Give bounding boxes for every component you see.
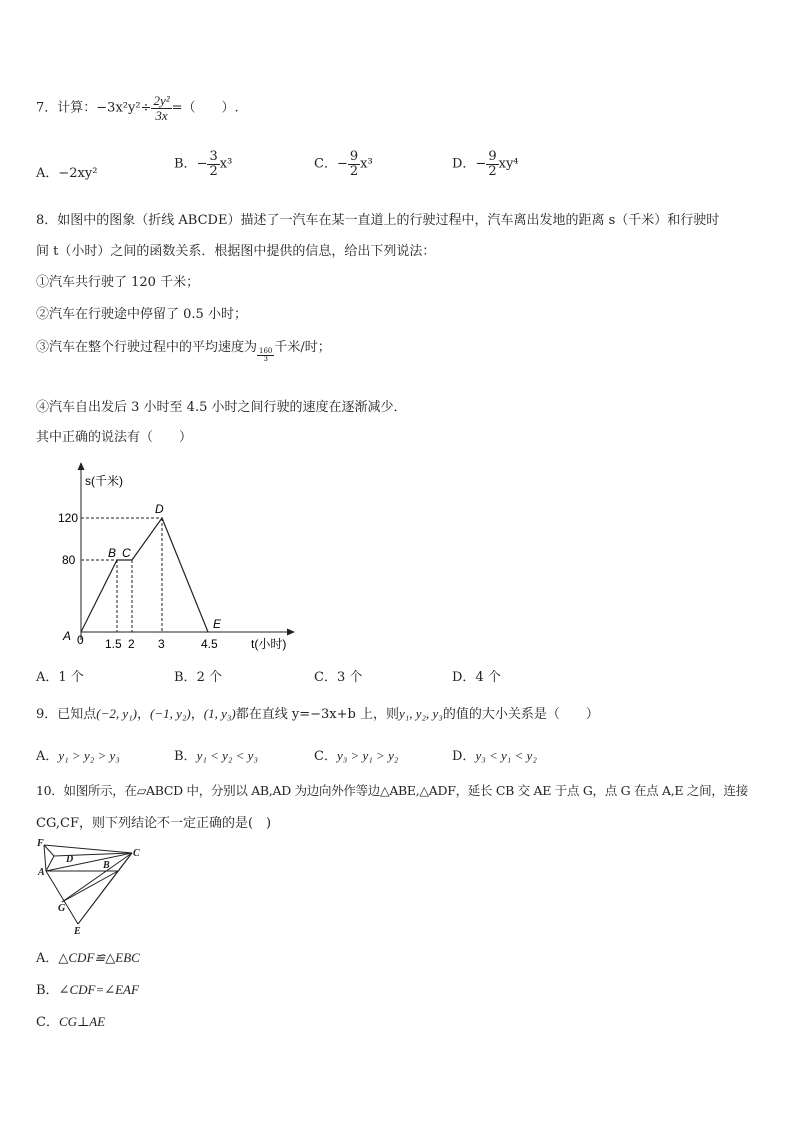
q7-stem [36,94,239,122]
option-text: y₁ > y₂ > y₃ [58,748,120,763]
statement-text: 千米/时； [274,340,331,355]
q7-label: 7．计算： [36,100,97,116]
x-axis-arrow [287,629,295,636]
option-text: 1 个 [58,670,84,685]
point-b: B [108,546,117,560]
option-label: A． [36,951,59,966]
q8-graph [55,460,305,655]
option-text: x³ [219,156,233,172]
option-label: C． [314,156,337,172]
option-label: B． [174,749,197,764]
option-text: −2xy² [58,166,98,181]
point-e: E [213,617,222,631]
q7-fraction [151,94,171,122]
q10-line2: CG,CF，则下列结论不一定正确的是( ) [36,816,272,831]
option-fraction: $\frac{9}{2}$ [349,149,359,179]
q8-option-b[interactable] [174,666,222,685]
option-fraction: $\frac{3}{2}$ [209,149,218,179]
q8-statement-3 [36,336,331,363]
option-label: D． [452,156,476,172]
option-label: A． [36,670,59,685]
option-text: 4 个 [475,670,501,685]
x-axis-label: t(小时) [251,637,287,651]
q8-line2: 间 t（小时）之间的函数关系．根据图中提供的信息，给出下列说法： [36,244,436,259]
option-label: B． [36,983,59,998]
option-label: B． [174,156,197,172]
option-label: B． [174,670,197,685]
fig-label-b: B [103,860,110,871]
point-d: D [155,502,164,516]
q8-ask: 其中正确的说法有（ ） [36,430,193,445]
x-tick-1-5: 1.5 [105,637,122,651]
y-axis-arrow [78,462,85,470]
fig-label-f: F [37,838,44,849]
q7-expr-right: =（ ）. [171,100,239,116]
option-label: A． [36,166,59,181]
fig-label-d: D [66,854,74,865]
y-tick-80: 80 [62,553,76,567]
q10-option-b[interactable] [36,979,139,998]
q10-line1: 10．如图所示，在▱ABCD 中，分别以 AB,AD 为边向外作等边△ABE,△ADF，延长 CB 交 AE 于点 G，点 G 在点 A,E 之间，连接 [36,783,748,798]
option-fraction: $\frac{9}{2}$ [488,149,497,179]
option-text: 3 个 [336,670,363,685]
q10-option-c[interactable] [36,1011,105,1030]
q7-option-d[interactable] [452,150,519,178]
option-label: A． [36,749,59,764]
q7-expr-left: −3x²y²÷ [96,100,152,116]
y-axis-label: s(千米) [85,474,123,488]
variables: y₁, y₂, y₃ [398,706,443,721]
q10-option-a[interactable] [36,947,140,966]
option-text: x³ [360,156,373,172]
option-text: y₃ < y₁ < y₂ [475,748,537,763]
option-label: C． [36,1015,59,1030]
q8-line1: 8．如图中的图象（折线 ABCDE）描述了一汽车在某一直道上的行驶过程中，汽车离出发地的距离 s（千米）和行驶时 [36,213,720,228]
option-sign: − [336,156,348,172]
fig-label-a: A [38,867,45,878]
option-sign: − [475,156,487,172]
q7-frac-num: 2y² [153,93,170,108]
option-text: △CDF≌△EBC [58,950,140,965]
q9-option-d[interactable] [452,745,537,764]
statement-text: ③汽车在整个行驶过程中的平均速度为 [36,340,258,355]
stem-text: 9．已知点 [36,707,97,722]
point-2: (−1, y₂) [150,706,191,721]
x-tick-2: 2 [128,637,135,651]
x-tick-3: 3 [158,637,165,651]
q8-statement-2: ②汽车在行驶途中停留了 0.5 小时； [36,307,247,322]
option-label: D． [452,749,476,764]
option-sign: − [196,156,208,172]
q7-frac-den: 3x [155,107,168,123]
stem-text: 都在直线 y=−3x+b 上，则 [235,707,399,722]
point-3: (1, y₃) [203,706,236,721]
q9-option-b[interactable] [174,745,258,764]
option-text: 2 个 [196,670,222,685]
fig-label-c: C [133,848,140,859]
q7-option-c[interactable] [314,150,373,178]
point-c: C [122,546,131,560]
origin-label: 0 [77,633,84,647]
option-text: xy⁴ [498,156,519,172]
q9-option-c[interactable] [314,745,398,764]
q8-option-c[interactable] [314,666,362,685]
option-text: ∠CDF=∠EAF [58,982,139,997]
q8-speed-fraction: $\frac{160}{3}$ [259,346,273,363]
q7-option-a[interactable] [36,162,97,181]
q8-statement-1: ①汽车共行驶了 120 千米； [36,275,200,290]
q10-figure [34,836,146,936]
option-text: y₁ < y₂ < y₃ [196,748,258,763]
q8-option-a[interactable] [36,666,84,685]
graph-polyline [81,518,208,632]
point-1: (−2, y₁) [96,706,138,721]
point-a: A [63,629,72,643]
q9-option-a[interactable] [36,745,120,764]
q7-option-b[interactable] [174,150,232,178]
stem-text: 的值的大小关系是（ ） [442,707,599,722]
q9-stem: 9．已知点(−2, y₁)，(−1, y₂)，(1, y₃)都在直线 y=−3x+b 上，则y₁, y₂, y₃的值的大小关系是（ ） [36,706,599,722]
option-text: y₃ > y₁ > y₂ [336,748,399,763]
fig-label-g: G [58,903,66,914]
x-tick-4-5: 4.5 [201,637,218,651]
option-label: D． [452,670,476,685]
fig-label-e: E [74,926,81,936]
q8-option-d[interactable] [452,666,501,685]
option-label: C． [314,749,337,764]
q8-statement-4: ④汽车自出发后 3 小时至 4.5 小时之间行驶的速度在逐渐减少． [36,400,407,415]
option-text: CG⊥AE [58,1014,106,1029]
option-label: C． [314,670,337,685]
y-tick-120: 120 [58,511,79,525]
